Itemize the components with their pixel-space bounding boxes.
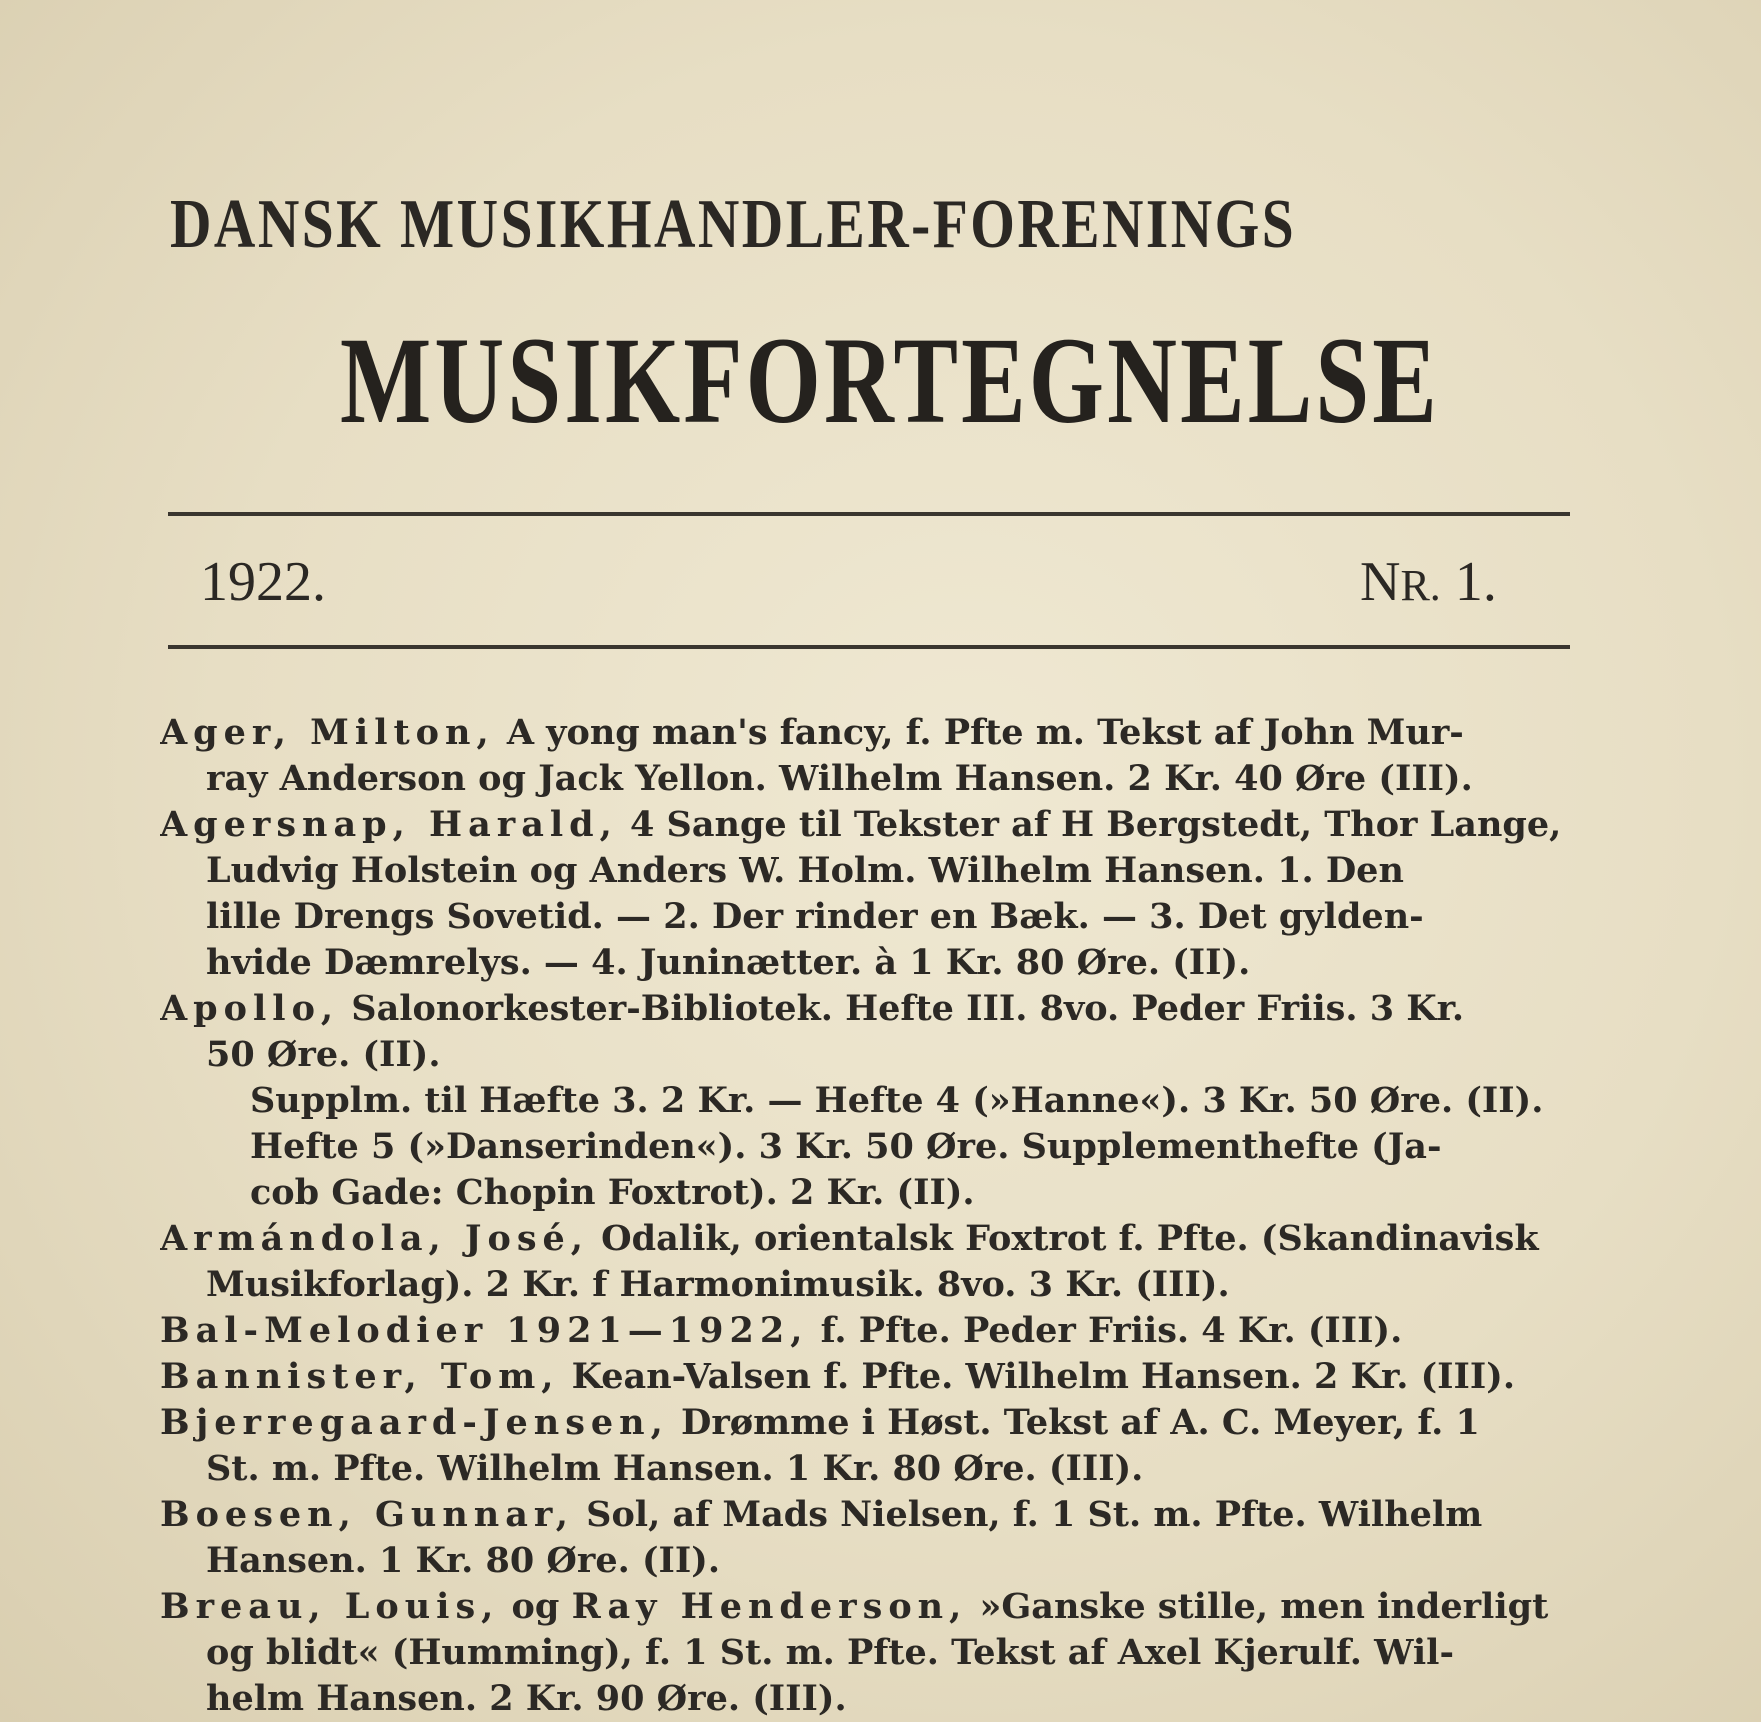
issue-year: 1922.: [200, 551, 326, 613]
entry-author: Boesen, Gunnar,: [160, 1494, 574, 1535]
entry-line: [160, 1492, 1572, 1538]
entry-author: Agersnap, Harald,: [160, 804, 618, 845]
entry-line: [160, 1216, 1572, 1262]
entry-text: og blidt« (Humming), f. 1 St. m. Pfte. Tekst af Axel Kjerulf. Wil-: [206, 1632, 1454, 1673]
entry-line: [160, 1676, 1572, 1722]
entry-line: [160, 986, 1572, 1032]
entry-line: [160, 1308, 1572, 1354]
entry-text: Hefte 5 (»Danserinden«). 3 Kr. 50 Øre. Supplementhefte (Ja-: [250, 1126, 1442, 1167]
entry-text: Hansen. 1 Kr. 80 Øre. (II).: [206, 1540, 721, 1581]
entry-line: [160, 1446, 1572, 1492]
entry-line: [160, 802, 1572, 848]
bottom-rule: [168, 645, 1570, 649]
issue-number-suffix: R.: [1400, 561, 1441, 610]
entry-line: [160, 1262, 1572, 1308]
publisher-heading: DANSK MUSIKHANDLER-FORENINGS: [170, 186, 1297, 263]
entry-text: helm Hansen. 2 Kr. 90 Øre. (III).: [206, 1678, 847, 1719]
entry-text: ray Anderson og Jack Yellon. Wilhelm Hansen. 2 Kr. 40 Øre (III).: [206, 758, 1473, 799]
entry-line: [160, 1124, 1572, 1170]
entry-line: [160, 848, 1572, 894]
entry-author: Ray Henderson,: [571, 1586, 968, 1627]
entry-text: A yong man's fancy, f. Pfte m. Tekst af John Mur-: [494, 712, 1464, 753]
entry-text: Musikforlag). 2 Kr. f Harmonimusik. 8vo. 3 Kr. (III).: [206, 1264, 1230, 1305]
top-rule: [168, 512, 1570, 516]
entry-line: [160, 894, 1572, 940]
entry-text: lille Drengs Sovetid. — 2. Der rinder en Bæk. — 3. Det gylden-: [206, 896, 1424, 937]
issue-number-value: 1.: [1440, 551, 1497, 613]
entry-author: Bal-Melodier 1921—1922,: [160, 1310, 809, 1351]
catalog-title: MUSIKFORTEGNELSE: [340, 312, 1440, 449]
entry-line: [160, 756, 1572, 802]
entry-text: St. m. Pfte. Wilhelm Hansen. 1 Kr. 80 Øre. (III).: [206, 1448, 1144, 1489]
entry-text: og: [499, 1586, 572, 1627]
entry-text: 50 Øre. (II).: [206, 1034, 441, 1075]
entry-text: Kean-Valsen f. Pfte. Wilhelm Hansen. 2 Kr. (III).: [559, 1356, 1516, 1397]
entry-author: Bannister, Tom,: [160, 1356, 560, 1397]
entry-text: cob Gade: Chopin Foxtrot). 2 Kr. (II).: [250, 1172, 975, 1213]
entry-author: Armándola, José,: [160, 1218, 589, 1259]
entry-text: Drømme i Høst. Tekst af A. C. Meyer, f. 1: [668, 1402, 1480, 1443]
entry-line: [160, 1170, 1572, 1216]
entry-text: Supplm. til Hæfte 3. 2 Kr. — Hefte 4 (»Hanne«). 3 Kr. 50 Øre. (II).: [250, 1080, 1544, 1121]
entry-text: »Ganske stille, men inderligt: [967, 1586, 1549, 1627]
entry-text: Odalik, orientalsk Foxtrot f. Pfte. (Skandinavisk: [588, 1218, 1539, 1259]
entry-line: [160, 710, 1572, 756]
entry-line: [160, 1400, 1572, 1446]
entry-line: [160, 1032, 1572, 1078]
entry-line: [160, 1538, 1572, 1584]
entry-text: f. Pfte. Peder Friis. 4 Kr. (III).: [808, 1310, 1403, 1351]
entry-text: Sol, af Mads Nielsen, f. 1 St. m. Pfte. Wilhelm: [573, 1494, 1483, 1535]
entry-author: Ager, Milton,: [160, 712, 495, 753]
issue-number-prefix: N: [1360, 551, 1401, 613]
entry-line: [160, 1078, 1572, 1124]
entry-text: Ludvig Holstein og Anders W. Holm. Wilhelm Hansen. 1. Den: [206, 850, 1404, 891]
entry-author: Bjerregaard-Jensen,: [160, 1402, 669, 1443]
catalog-entries: [160, 710, 1572, 1722]
entry-line: [160, 1630, 1572, 1676]
entry-line: [160, 1584, 1572, 1630]
entry-text: hvide Dæmrelys. — 4. Juninætter. à 1 Kr. 80 Øre. (II).: [206, 942, 1251, 983]
entry-author: Apollo,: [160, 988, 340, 1029]
entry-text: Salonorkester-Bibliotek. Hefte III. 8vo. Peder Friis. 3 Kr.: [339, 988, 1465, 1029]
entry-text: 4 Sange til Tekster af H Bergstedt, Thor Lange,: [617, 804, 1562, 845]
entry-author: Breau, Louis,: [160, 1586, 500, 1627]
issue-number: [1360, 550, 1497, 614]
entry-line: [160, 940, 1572, 986]
entry-line: [160, 1354, 1572, 1400]
